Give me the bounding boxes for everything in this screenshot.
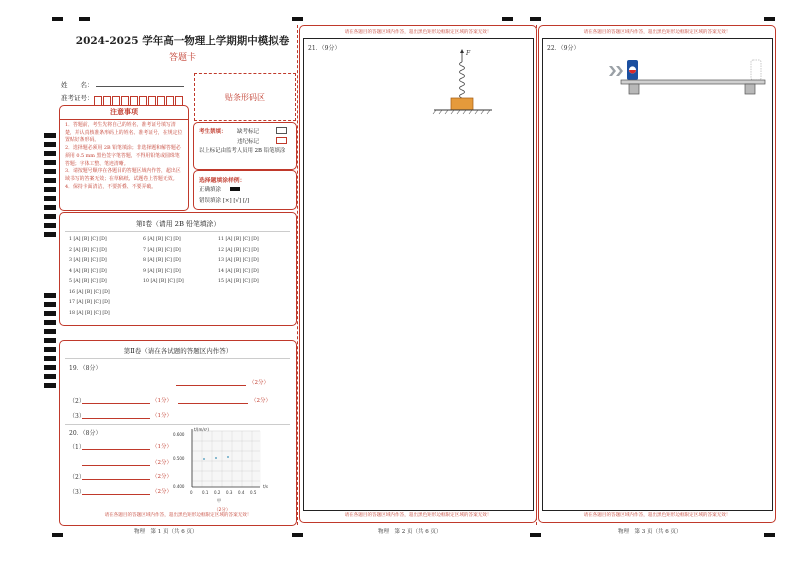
q20-label: 20．（8分） (69, 430, 102, 437)
fill-example-title: 选择题填涂样例： (199, 178, 246, 184)
graph-ylabel: t/(m/s²) (194, 427, 209, 432)
q19-points-1: （2分） (249, 380, 269, 386)
section-2-title: 第Ⅱ卷（请在各试题的答题区内作答） (123, 347, 233, 355)
section-1-title: 第Ⅰ卷（请用 2B 铅笔填涂） (135, 220, 221, 228)
q19-points-3: （1分） (152, 413, 172, 419)
x-tick-label: 0.1 (202, 490, 209, 495)
fill-example-box (193, 170, 297, 210)
timing-mark (44, 302, 56, 307)
graph-caption: 甲 (217, 498, 221, 503)
x-tick-label: 0.4 (238, 490, 245, 495)
mc-question-9[interactable]: 9 [A] [B] [C] [D] (143, 268, 181, 274)
timing-mark (44, 187, 56, 192)
data-point (215, 457, 217, 459)
q19-part-3-label: （3） (69, 413, 85, 420)
page-divider (297, 25, 298, 525)
q20-graph[interactable] (172, 425, 288, 515)
page-subtitle: 答题卡 (168, 53, 196, 63)
graph-xlabel: t/s (263, 484, 268, 489)
note-item: 2．选择题必须用 2B 铅笔填涂；非选择题和解答题必须用 0.5 mm 黑色签字笔答题，不得用铅笔或圆珠笔答题；字体工整、笔迹清晰。 (65, 145, 181, 167)
timing-mark (44, 383, 56, 388)
fill-wrong-label: 错误填涂 [×] [√] [/] (199, 198, 250, 204)
timing-mark (79, 17, 90, 21)
mc-question-4[interactable]: 4 [A] [B] [C] [D] (69, 268, 107, 274)
timing-mark (530, 17, 541, 21)
q20-part-1-label: （1） (69, 444, 85, 451)
timing-mark (44, 205, 56, 210)
filled-bubble-icon (230, 187, 240, 191)
x-tick-label: 0.3 (226, 490, 233, 495)
timing-mark (292, 17, 303, 21)
timing-mark (502, 17, 513, 21)
warning-text: 请在各题目的答题区域内作答，超出黑色矩形边框限定区域的答案无效！ (104, 513, 252, 518)
q19-label: 19．（8分） (69, 365, 102, 372)
timing-mark (52, 533, 63, 537)
spring-block-diagram (430, 46, 500, 118)
mc-question-18[interactable]: 18 [A] [B] [C] [D] (69, 310, 110, 316)
absent-label: 缺考标记 (237, 129, 260, 135)
mc-question-13[interactable]: 13 [A] [B] [C] [D] (218, 258, 259, 263)
status-instruction: 以上标记由监考人员用 2B 铅笔填涂 (199, 148, 286, 154)
q19-answer-3[interactable] (82, 418, 150, 419)
name-field[interactable] (96, 86, 184, 87)
mc-question-14[interactable]: 14 [A] [B] [C] [D] (218, 268, 259, 274)
warning-text: 请在各题目的答题区域内作答，超出黑色矩形边框限定区域的答案无效！ (344, 30, 492, 35)
barcode-label: 贴条形码区 (225, 92, 265, 102)
timing-mark (44, 196, 56, 201)
table-leg (745, 84, 755, 94)
timing-mark (44, 232, 56, 237)
x-tick-label: 0.2 (214, 490, 221, 495)
q20-answer-2[interactable] (82, 479, 150, 480)
mc-question-10[interactable]: 10 [A] [B] [C] [D] (143, 279, 184, 284)
timing-mark (44, 356, 56, 361)
divider (65, 358, 290, 359)
table-leg (629, 84, 639, 94)
mc-question-16[interactable]: 16 [A] [B] [C] [D] (69, 289, 110, 295)
page-footer: 物理 第 2 页（共 6 页） (378, 529, 442, 535)
ground-hatching (433, 110, 490, 114)
timing-mark (44, 214, 56, 219)
y-tick-label: 0.500 (173, 456, 185, 461)
timing-mark (44, 347, 56, 352)
timing-mark (44, 293, 56, 298)
mc-question-5[interactable]: 5 [A] [B] [C] [D] (69, 279, 107, 284)
timing-mark (44, 223, 56, 228)
section-1-box (59, 212, 297, 326)
mc-question-1[interactable]: 1 [A] [B] [C] [D] (69, 237, 107, 242)
data-point (203, 458, 205, 460)
note-item: 1．答题前，考生先将自己的姓名，准考证号填写清楚，并认真核准条形码上的姓名、准考证号，在规定位置贴好条形码。 (65, 122, 183, 144)
can-outline-icon (751, 60, 761, 80)
force-label: F (466, 50, 471, 57)
notes-heading: 注意事项 (60, 106, 188, 120)
q20-points-3: （2分） (152, 489, 172, 495)
status-box (193, 122, 297, 170)
timing-mark (44, 142, 56, 147)
note-item: 3．请按题号顺序在各题目的答题区域内作答，超出区域书写的答案无效；在草稿纸、试题卷上答题无效。 (65, 168, 181, 182)
timing-mark (44, 329, 56, 334)
q22-label: 22．（9分） (547, 45, 580, 52)
divider (65, 231, 290, 232)
q20-points-2: （2分） (152, 474, 172, 480)
timing-mark (52, 17, 63, 21)
q22-answer-region[interactable] (538, 25, 776, 523)
mc-question-15[interactable]: 15 [A] [B] [C] [D] (218, 279, 259, 284)
timing-mark (292, 533, 303, 537)
name-label: 姓 名： (61, 81, 94, 89)
motion-arrow-icon (609, 66, 616, 76)
data-point (227, 456, 229, 458)
note-item: 4．保持卡面清洁，不要折叠、不要弄破。 (65, 183, 157, 190)
mc-question-17[interactable]: 17 [A] [B] [C] [D] (69, 300, 110, 305)
q19-answer-2b[interactable] (178, 403, 248, 404)
violation-label: 违纪标记 (237, 139, 260, 145)
mc-question-7[interactable]: 7 [A] [B] [C] [D] (143, 247, 181, 253)
timing-mark (44, 178, 56, 183)
timing-mark (530, 533, 541, 537)
q19-points-2b: （2分） (251, 398, 271, 404)
q19-points-2: （1分） (152, 398, 172, 404)
timing-mark (44, 151, 56, 156)
timing-mark (44, 338, 56, 343)
block-icon (451, 98, 473, 110)
q19-answer-2[interactable] (82, 403, 150, 404)
q20-points-1: （1分） (152, 444, 172, 450)
q20-answer-3[interactable] (82, 494, 150, 495)
absent-checkbox[interactable] (276, 127, 287, 134)
spring-icon (460, 62, 465, 98)
fill-correct-label: 正确填涂 (199, 187, 222, 193)
timing-mark (44, 169, 56, 174)
timing-mark (44, 365, 56, 370)
q20-part-3-label: （3） (69, 489, 85, 496)
q20-answer-1b[interactable] (82, 465, 150, 466)
warning-text: 请在各题目的答题区域内作答，超出黑色矩形边框限定区域的答案无效！ (583, 30, 731, 35)
mc-question-8[interactable]: 8 [A] [B] [C] [D] (143, 258, 181, 263)
id-label: 准考证号： (61, 94, 94, 102)
mc-question-2[interactable]: 2 [A] [B] [C] [D] (69, 247, 107, 253)
q20-part-2-label: （2） (69, 474, 85, 481)
timing-mark (44, 160, 56, 165)
motion-arrow-icon (616, 66, 623, 76)
q22-frame (542, 38, 773, 511)
x-tick-label: 0.5 (250, 490, 257, 495)
barcode-area (194, 73, 296, 121)
table-can-diagram (609, 56, 769, 104)
mc-question-12[interactable]: 12 [A] [B] [C] [D] (218, 247, 259, 253)
q20-points-1b: （2分） (152, 460, 172, 466)
y-tick-label: 0.400 (173, 484, 185, 489)
q19-answer-1[interactable] (176, 385, 246, 386)
q21-label: 21．（9分） (308, 45, 341, 52)
mc-question-11[interactable]: 11 [A] [B] [C] [D] (218, 237, 259, 242)
timing-mark (44, 133, 56, 138)
timing-mark (44, 311, 56, 316)
q21-answer-region[interactable] (299, 25, 537, 523)
mc-question-3[interactable]: 3 [A] [B] [C] [D] (69, 258, 107, 263)
q19-part-2-label: （2） (69, 398, 85, 405)
mc-question-6[interactable]: 6 [A] [B] [C] [D] (143, 237, 181, 242)
timing-mark (44, 320, 56, 325)
status-label: 考生禁填： (199, 129, 227, 135)
timing-mark (764, 533, 775, 537)
timing-mark (764, 17, 775, 21)
page-footer: 物理 第 1 页（共 6 页） (134, 529, 198, 535)
tabletop (621, 80, 765, 84)
timing-mark (44, 374, 56, 379)
arrow-head-icon (460, 49, 464, 53)
x-tick-label: 0 (190, 490, 193, 495)
warning-text: 请在各题目的答题区域内作答，超出黑色矩形边框限定区域的答案无效！ (344, 513, 492, 518)
page-footer: 物理 第 3 页（共 6 页） (618, 529, 682, 535)
warning-text: 请在各题目的答题区域内作答，超出黑色矩形边框限定区域的答案无效！ (583, 513, 731, 518)
q20-answer-1[interactable] (82, 449, 150, 450)
page-title: 2024-2025 学年高一物理上学期期中模拟卷 (75, 35, 290, 47)
section-2-box (59, 340, 297, 526)
graph-points: （2分） (214, 508, 231, 513)
notes-box (59, 105, 189, 211)
y-tick-label: 0.600 (173, 432, 185, 437)
violation-checkbox[interactable] (276, 137, 287, 144)
